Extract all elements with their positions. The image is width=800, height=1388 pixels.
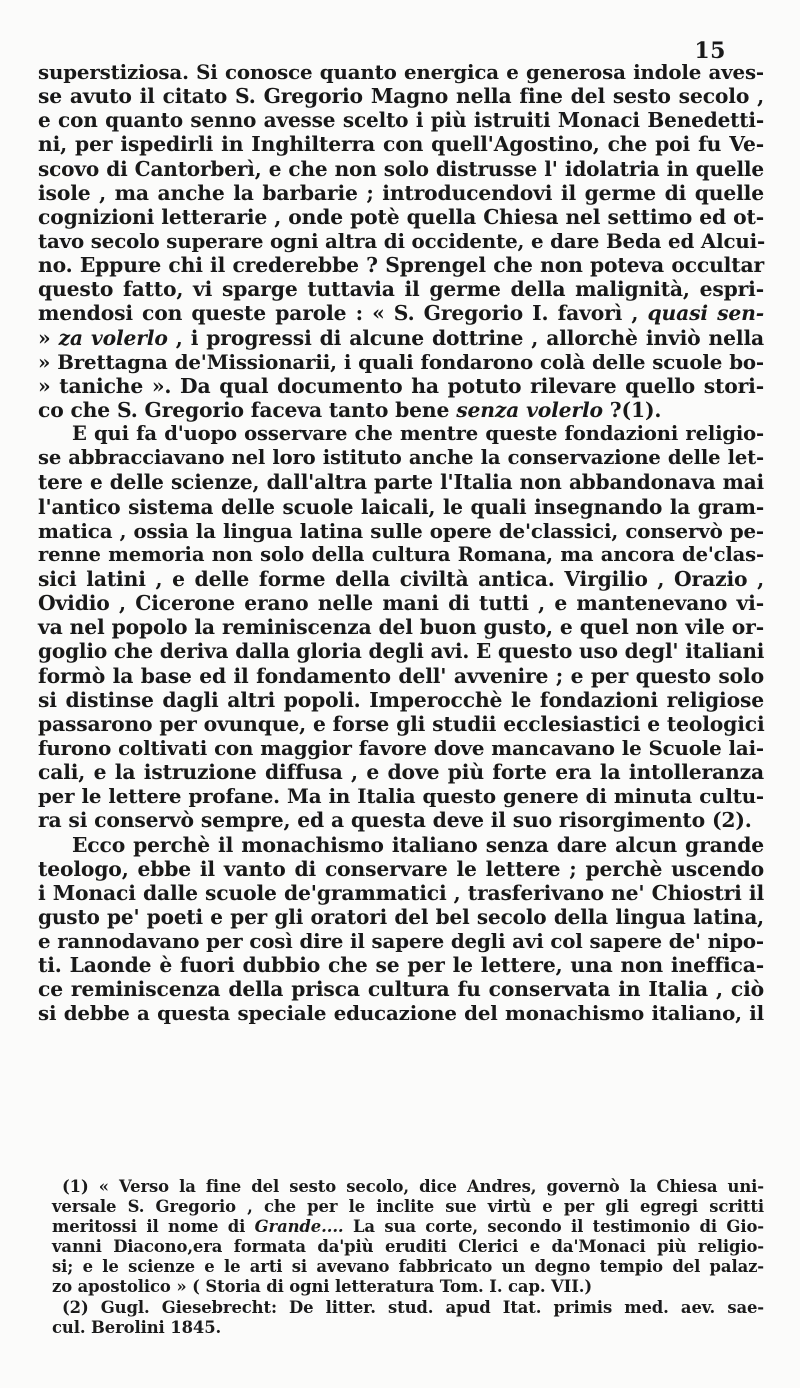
body-line: isole , ma anche la barbarie ; introducendovi il germe di quelle <box>38 180 764 205</box>
body-line: scovo di Cantorberì, e che non solo distrusse l' idolatria in quelle <box>38 156 764 181</box>
italic-phrase: za volerlo <box>58 325 168 350</box>
body-line: e rannodavano per così dire il sapere degli avi col sapere de' nipo- <box>38 929 764 954</box>
footnote-line: vanni Diacono,era formata da'più eruditi Clerici e da'Monaci più religio- <box>52 1237 764 1257</box>
text-segment: » <box>38 325 59 350</box>
body-line: l'antico sistema delle scuole laicali, le quali insegnando la gram- <box>38 494 764 519</box>
body-line: matica , ossia la lingua latina sulle opere de'classici, conservò pe- <box>38 518 764 543</box>
body-line <box>38 398 764 422</box>
body-line: ti. Laonde è fuori dubbio che se per le lettere, una non inefficа- <box>38 953 764 978</box>
footnote-line: (1) « Verso la fine del sesto secolo, dice Andres, governò la Chiesa uni- <box>62 1177 764 1196</box>
body-line: va nel popolo la reminiscenza del buon gusto, e quel non vile or- <box>38 615 764 640</box>
text-segment: meritossi il nome di <box>52 1217 255 1237</box>
footnote-line: (2) Gugl. Giesebrecht: De litter. stud. apud Itat. primis med. aev. sae- <box>62 1297 764 1317</box>
footnote-line: cul. Berolini 1845. <box>52 1317 222 1337</box>
body-line: superstiziosa. Si conosce quanto energica e generosa indole aves- <box>38 60 764 84</box>
footnote-line <box>52 1217 764 1237</box>
italic-phrase: Grande.... <box>254 1217 344 1237</box>
body-line: e con quanto senno avesse scelto i più istruiti Monaci Benedetti- <box>38 108 764 133</box>
body-line: tavo secolo superare ogni altra di occidente, e dare Beda ed Alcui- <box>38 228 766 253</box>
body-line: per le lettere profane. Ma in Italia questo genere di minuta cultu- <box>38 784 764 809</box>
footnotes <box>52 1177 764 1338</box>
body-line: cognizioni letterarie , onde potè quella Chiesa nel settimo ed ot- <box>38 204 764 229</box>
body-line: sici latini , e delle forme della civiltà antica. Virgilio , Orazio , <box>38 566 764 591</box>
text-segment: La sua corte, secondo il testimonio di Gio- <box>343 1217 764 1237</box>
body-line: i Monaci dalle scuole de'grammatici , trasferivano ne' Chiostri il <box>38 880 764 905</box>
body-line: gusto pe' poeti e per gli oratori del bel secolo della lingua latina, <box>38 904 764 929</box>
body-line <box>38 326 764 350</box>
body-line: ce reminiscenza della prisca cultura fu conservata in Italia , ciò <box>38 977 764 1002</box>
text-segment: ?(1). <box>602 397 662 422</box>
text-segment: mendosi con queste parole : « S. Gregorio I. favorì , <box>38 301 648 326</box>
body-line: furono coltivati con maggior favore dove mancavano le Scuole lai- <box>38 735 764 760</box>
text-segment: co che S. Gregorio faceva tanto bene <box>38 397 457 422</box>
body-line: ra si conservò sempre, ed a questa deve il suo risorgimento (2). <box>38 808 752 833</box>
body-line: passarono per ovunque, e forse gli studii ecclesiastici e teologici <box>38 711 765 736</box>
body-line: se abbracciavano nel loro istituto anche la conservazione delle let- <box>38 446 764 470</box>
footnote-line: versale S. Gregorio , che per le inclite sue virtù e per gli egregi scritti <box>52 1197 764 1217</box>
body-line: Ecco perchè il monachismo italiano senza dare alcun grande <box>72 832 764 857</box>
body-line: E qui fa d'uopo osservare che mentre queste fondazioni religio- <box>72 422 764 446</box>
italic-phrase: senza volerlo <box>456 397 603 422</box>
body-text <box>38 60 764 1026</box>
page-number: 15 <box>694 38 726 64</box>
body-line: formò la base ed il fondamento dell' avvenire ; e per questo solo <box>38 663 764 688</box>
body-line <box>38 301 764 325</box>
italic-phrase: quasi sen- <box>647 301 764 326</box>
body-line: si distinse dagli altri popoli. Imperocchè le fondazioni religiose <box>38 687 764 712</box>
body-line: teologo, ebbe il vanto di conservare le lettere ; perchè uscendo <box>38 856 764 881</box>
body-line: se avuto il citato S. Gregorio Magno nella fine del sesto secolo , <box>38 84 764 109</box>
body-line: » taniche ». Da qual documento ha potuto rilevare quello stori- <box>38 373 764 398</box>
body-line: questo fatto, vi sparge tuttavia il germe della malignità, espri- <box>38 277 764 302</box>
footnote-line: zo apostolico » ( Storia di ogni letteratura Tom. I. cap. VII.) <box>52 1277 593 1297</box>
body-line: ni, per ispedirli in Inghilterra con quell'Agostino, che poi fu Ve- <box>38 132 764 157</box>
body-line: Ovidio , Cicerone erano nelle mani di tutti , e mantenevano vi- <box>38 591 764 616</box>
body-line: renne memoria non solo della cultura Romana, ma ancora de'clas- <box>38 542 764 566</box>
text-segment: , i progressi di alcune dottrine , allorchè inviò nella <box>167 325 765 350</box>
body-line: goglio che deriva dalla gloria degli avi. E questo uso degl' italiani <box>38 639 765 664</box>
body-line: si debbe a questa speciale educazione del monachismo italiano, il <box>38 1001 764 1026</box>
body-line: tere e delle scienze, dall'altra parte l'Italia non abbandonava mai <box>38 470 764 495</box>
footnote-line: si; e le scienze e le arti si avevano fabbricato un degno tempio del palaz- <box>52 1257 764 1277</box>
body-line: no. Eppure chi il crederebbe ? Sprengel che non poteva occultar <box>38 253 764 278</box>
body-line: cali, e la istruzione diffusa , e dove più forte era la intolleranza <box>38 760 764 785</box>
body-line: » Brettagna de'Missionarii, i quali fondarono colà delle scuole bo- <box>38 349 764 374</box>
